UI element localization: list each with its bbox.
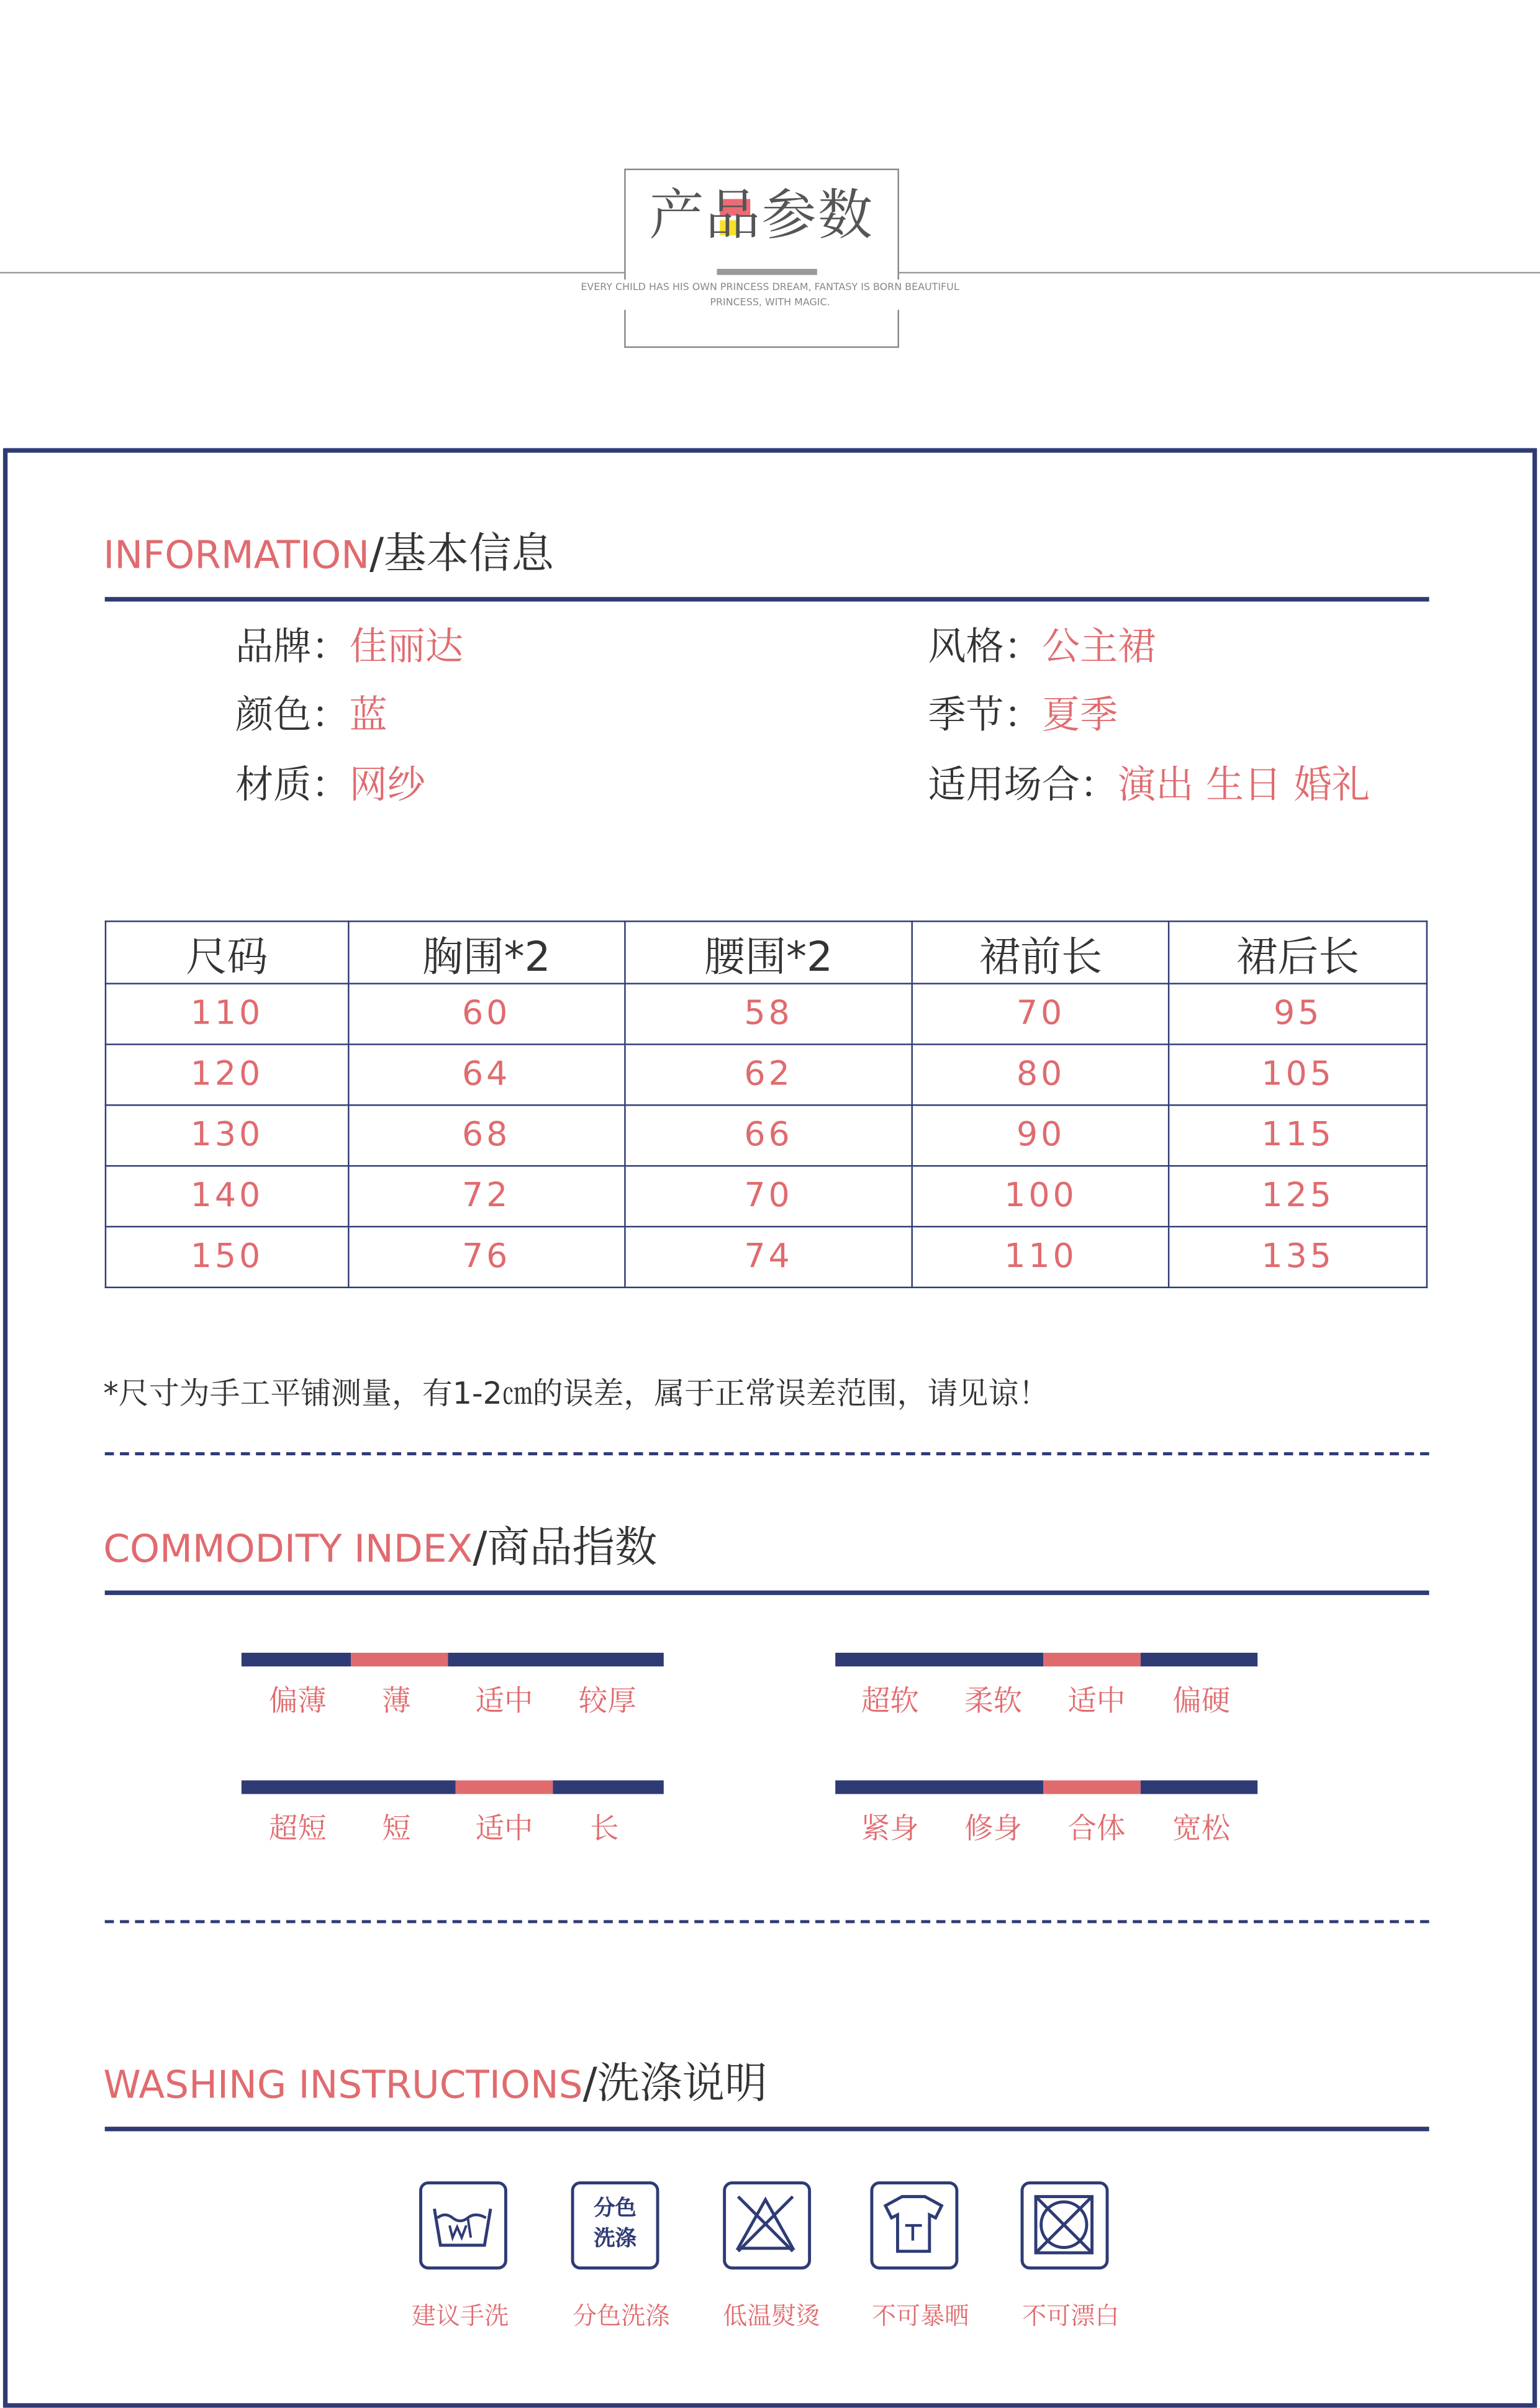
index-bar-segment	[553, 1780, 664, 1794]
information-rule	[105, 597, 1429, 601]
index-labels-length	[242, 1811, 697, 1847]
info-color	[235, 693, 387, 738]
table-row	[106, 1044, 1427, 1105]
table-cell: 60	[348, 984, 625, 1045]
wash-label: 分色洗涤	[573, 2301, 670, 2330]
table-cell: 72	[348, 1166, 625, 1227]
info-occasion	[928, 763, 1370, 808]
dashed-divider	[105, 1452, 1429, 1455]
index-label-selected: 适中	[1067, 1684, 1126, 1719]
table-cell: 90	[913, 1105, 1169, 1166]
wash-label: 不可漂白	[1021, 2301, 1120, 2330]
table-cell: 110	[913, 1227, 1169, 1288]
info-brand	[235, 624, 463, 670]
washing-rule	[105, 2127, 1429, 2131]
index-bar-segment-selected	[1043, 1780, 1141, 1794]
table-cell: 64	[348, 1044, 625, 1105]
table-cell: 95	[1169, 984, 1426, 1045]
info-season-label: 季节：	[928, 693, 1042, 737]
table-row	[106, 1105, 1427, 1166]
table-row	[106, 1227, 1427, 1288]
index-labels-fit	[835, 1811, 1291, 1847]
index-bar-segment-selected	[351, 1653, 448, 1666]
no-sun-dry-icon	[870, 2181, 958, 2269]
table-cell: 80	[913, 1044, 1169, 1105]
info-brand-label: 品牌：	[235, 624, 350, 669]
dashed-divider	[105, 1920, 1429, 1923]
index-bar-segment-selected	[456, 1780, 553, 1794]
table-cell: 150	[106, 1227, 348, 1288]
index-bar-segment	[1141, 1653, 1257, 1666]
index-label: 偏薄	[268, 1684, 327, 1719]
washing-heading-cn: /洗涤说明	[582, 2058, 768, 2109]
index-label-selected: 合体	[1067, 1812, 1126, 1846]
index-label: 偏硬	[1172, 1684, 1231, 1719]
index-labels-softness	[835, 1683, 1291, 1720]
index-label: 紧身	[861, 1812, 919, 1846]
table-cell: 115	[1169, 1105, 1426, 1166]
table-cell: 130	[106, 1105, 348, 1166]
separate-colors-icon-text-2: 洗涤	[594, 2227, 636, 2251]
index-bar-segment-selected	[1043, 1653, 1141, 1666]
info-material-label: 材质：	[235, 762, 350, 807]
index-bar-length	[242, 1780, 664, 1794]
table-cell: 70	[624, 1166, 912, 1227]
size-table-header-row	[106, 921, 1427, 983]
commodity-heading	[103, 1522, 657, 1576]
info-color-label: 颜色：	[235, 693, 350, 737]
information-heading-en: INFORMATION	[103, 533, 369, 578]
index-label: 较厚	[578, 1684, 636, 1719]
index-label: 修身	[964, 1812, 1023, 1846]
header-accent-bar	[717, 269, 817, 275]
size-table-header: 腰围*2	[624, 921, 912, 983]
washing-heading-en: WASHING INSTRUCTIONS	[103, 2063, 583, 2107]
table-cell: 62	[624, 1044, 912, 1105]
size-table-header: 裙前长	[913, 921, 1169, 983]
info-color-value: 蓝	[349, 693, 387, 737]
info-occasion-label: 适用场合：	[928, 762, 1118, 807]
table-cell: 100	[913, 1166, 1169, 1227]
index-label: 超短	[268, 1812, 327, 1846]
table-cell: 135	[1169, 1227, 1426, 1288]
table-cell: 110	[106, 984, 348, 1045]
index-bar-fit	[835, 1780, 1257, 1794]
index-bar-segment	[835, 1653, 1043, 1666]
size-table-header: 尺码	[106, 921, 348, 983]
info-material	[235, 763, 425, 808]
table-cell: 120	[106, 1044, 348, 1105]
table-cell: 66	[624, 1105, 912, 1166]
index-bar-segment	[835, 1780, 1043, 1794]
table-cell: 74	[624, 1227, 912, 1288]
table-cell: 105	[1169, 1044, 1426, 1105]
separate-colors-icon	[571, 2181, 659, 2269]
index-bar-thickness	[242, 1653, 664, 1666]
commodity-rule	[105, 1591, 1429, 1595]
table-cell: 125	[1169, 1166, 1426, 1227]
index-label: 适中	[475, 1684, 533, 1719]
info-material-value: 网纱	[349, 762, 425, 807]
header-tagline-line-1: EVERY CHILD HAS HIS OWN PRINCESS DREAM, FANTASY IS BORN BEAUTIFUL	[581, 281, 959, 294]
info-style-value: 公主裙	[1041, 624, 1156, 669]
header-title-block	[624, 182, 899, 252]
table-row	[106, 984, 1427, 1045]
content-frame	[3, 448, 1537, 2408]
information-heading-cn: /基本信息	[369, 529, 554, 579]
table-cell: 76	[348, 1227, 625, 1288]
index-label-selected: 适中	[475, 1812, 533, 1846]
info-style-label: 风格：	[928, 624, 1042, 669]
info-season	[928, 693, 1118, 738]
header-tagline	[517, 279, 1024, 310]
index-label: 柔软	[964, 1684, 1023, 1719]
index-bar-softness	[835, 1653, 1257, 1666]
size-table-header: 裙后长	[1169, 921, 1426, 983]
size-table	[105, 920, 1428, 1288]
wash-label: 不可暴晒	[871, 2301, 969, 2330]
index-bar-segment	[1141, 1780, 1257, 1794]
separate-colors-icon-text-1: 分色	[594, 2196, 636, 2221]
no-bleach-icon	[1021, 2181, 1109, 2269]
index-labels-thickness	[242, 1683, 697, 1720]
information-heading	[103, 529, 554, 582]
table-cell: 140	[106, 1166, 348, 1227]
hand-wash-icon	[419, 2181, 507, 2269]
measurement-note: *尺寸为手工平铺测量，有1-2㎝的误差，属于正常误差范围，请见谅！	[103, 1374, 1049, 1412]
index-label: 长	[590, 1812, 619, 1846]
size-table-header: 胸围*2	[348, 921, 625, 983]
index-label: 宽松	[1172, 1812, 1231, 1846]
index-bar-segment	[242, 1780, 456, 1794]
index-label: 短	[382, 1812, 411, 1846]
washing-heading	[103, 2058, 767, 2112]
index-label: 超软	[861, 1684, 919, 1719]
table-cell: 70	[913, 984, 1169, 1045]
wash-label: 低温熨烫	[723, 2301, 820, 2330]
low-temp-iron-icon	[723, 2181, 811, 2269]
header-tagline-line-2: PRINCESS, WITH MAGIC.	[710, 296, 830, 309]
index-bar-segment	[448, 1653, 664, 1666]
info-occasion-value: 演出 生日 婚礼	[1118, 762, 1370, 807]
wash-label: 建议手洗	[411, 2301, 509, 2330]
commodity-heading-cn: /商品指数	[473, 1522, 658, 1573]
info-style	[928, 624, 1156, 670]
commodity-heading-en: COMMODITY INDEX	[103, 1527, 473, 1571]
table-row	[106, 1166, 1427, 1227]
table-cell: 58	[624, 984, 912, 1045]
page-title: 产品参数	[649, 185, 874, 248]
index-label-selected: 薄	[382, 1684, 411, 1719]
index-bar-segment	[242, 1653, 351, 1666]
table-cell: 68	[348, 1105, 625, 1166]
info-season-value: 夏季	[1041, 693, 1118, 737]
info-brand-value: 佳丽达	[349, 624, 464, 669]
